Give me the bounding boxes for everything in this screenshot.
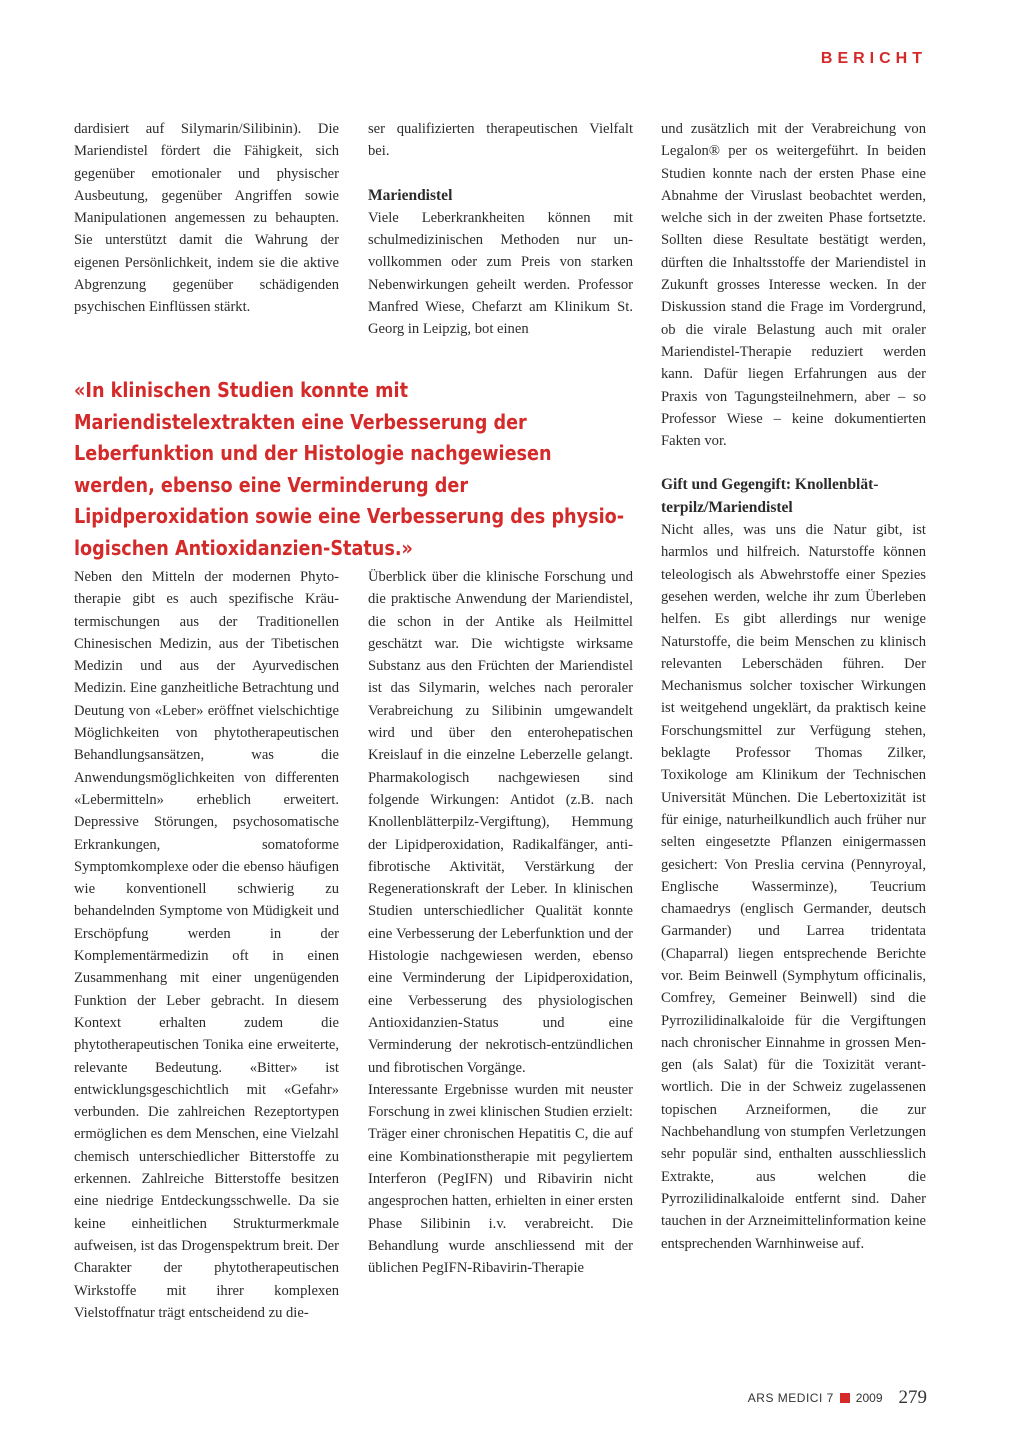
column-3 — [661, 118, 926, 1255]
paragraph: Überblick über die klinische Forschung und die praktische Anwendung der Mariendistel, die schon in der Antike als Heilmittel geschätzt war. Die wichtigste wirksame Substanz aus den Früchten der Mariendistel ist das Silymarin, welches nach peroraler Verabreichung zu Silibinin umgewandelt wird und über den enterohepatischen Kreislauf in die einzelne Leberzelle gelangt. Pharmakologisch nachgewiesen sind folgende Wirkungen: Antidot (z.B. nach Knollenblätterpilz-Vergiftung), Hemmung der Lipidperoxidation, Radikalfänger, antifibrotische Aktivität, Verstärkung der Regenerationskraft der Leber. In klinischen Studien unterschiedlicher Qualität konnte eine Verbesserung der Leberfunktion und der Histologie nachgewiesen werden, ebenso eine Verminderung der Lipidperoxidation, eine Verbesserung des physiologischen Antioxidanzien-Status und eine Verminderung der nekrotisch-entzündlichen und fibrotischen Vorgänge. — [368, 569, 633, 1076]
paragraph: ser qualifizierten therapeutischen Vielfalt bei. — [368, 121, 633, 160]
column-2-bottom — [368, 566, 633, 1280]
section-heading-mariendistel: Mariendistel — [368, 186, 453, 204]
pull-quote: «In klinischen Studien konnte mit Mariendistelextrakten eine Verbesserung der Leberfunktion und der Histologie nachgewiesen werden, ebenso eine Verminderung der Lipidperoxidation sowie eine Verbesserung des physiologischen Antioxidanzien-Status.» — [74, 378, 625, 560]
paragraph: Nicht alles, was uns die Natur gibt, ist harmlos und hilfreich. Naturstoffe können teleologisch als Abwehrstoffe einer Spezies gesehen werden, welche ihr zum Überleben helfen. Es gibt allerdings nur wenige Naturstoffe, die beim Menschen zu klinisch relevanten Leberschäden führen. Der Mechanismus solcher toxischer Wirkungen ist weitgehend ungeklärt, da praktisch keine Forschungsmittel zur Verfügung stehen, beklagte Professor Thomas Zilker, Toxikologe am Klinikum der Technischen Universität München. Die Lebertoxizität ist für einige, naturheilkundlich auch früher nur selten eingesetzte Pflanzen einigermassen gesichert: Von Preslia cervina (Pennyroyal, Englische Wasserminze), Teucrium chamaedrys (englisch Germander, deutsch Garmander) und Larrea tridentata (Chaparral) liegen entsprechende Berichte vor. Beim Beinwell (Symphytum officinalis, Comfrey, Gemeiner Beinwell) sind die Pyrrozilidinalkaloide für die Vergiftungen nach chronischer Einnahme in grossen Mengen (als Salat) für die Toxizität verantwortlich. Die in der Schweiz zugelassenen topischen Arzneiformen, die zur Nachbehandlung von stumpfen Verletzungen sehr populär sind, enthalten ausschliesslich Extrakte, aus welchen die Pyrrozilidinalkaloide entfernt sind. Daher tauchen in der Arzneimittelinformation keine entsprechenden Warnhinweise auf. — [661, 522, 926, 1252]
section-label: BERICHT — [820, 50, 927, 67]
paragraph: und zusätzlich mit der Verabreichung von Legalon® per os weitergeführt. In beiden Studien konnte nach der ersten Phase eine Abnahme der Viruslast beobachtet werden, welche sich in der zweiten Phase fortsetzte. Sollten diese Resultate bestätigt werden, dürften die Inhaltsstoffe der Mariendistel in Zukunft grosses Interesse wecken. In der Diskussion stand die Frage im Vordergrund, ob die virale Belastung auch mit oraler Mariendistel-Therapie reduziert werden kann. Dafür liegen Erfahrungen aus der Praxis von Tagungsteilnehmern, aber – so Professor Wiese – keine dokumentierten Fakten vor. — [661, 121, 926, 450]
paragraph: Viele Leberkrankheiten können mit schulmedizinischen Methoden nur unvollkommen oder zum Preis von starken Nebenwirkungen geheilt werden. Professor Manfred Wiese, Chefarzt am Klinikum St. Georg in Leipzig, bot einen — [368, 209, 633, 338]
section-heading-gift: Gift und Gegengift: Knollenblätterpilz/Mariendistel — [661, 476, 879, 516]
paragraph: Neben den Mitteln der modernen Phytotherapie gibt es auch spezifische Kräutermischungen aus der Traditionellen Chinesischen Medizin, aus der Tibetischen Medizin und aus der Ayurvedischen Medizin. Eine ganzheitliche Betrachtung und Deutung von «Leber» eröffnet vielschichtige Möglichkeiten von phytotherapeutischen Behandlungsansätzen, was die Anwendungsmöglichkeiten von differenten «Lebermitteln» erheblich erweitert. Depressive Störungen, psychosomatische Erkrankungen, somatoforme Symptomkomplexe oder die ebenso häufigen wie konventionell schwierig zu behandelnden Symptome von Müdigkeit und Erschöpfung werden in der Komplementärmedizin oft in einen Zusammenhang mit einer ungenügenden Funktion der Leber gebracht. In diesem Kontext erhalten zudem die phytotherapeutischen Tonika eine erweiterte, relevante Bedeutung. «Bitter» ist entwicklungsgeschichtlich mit «Gefahr» verbunden. Die zahlreichen Rezeptortypen ermöglichen es dem Menschen, eine Vielzahl chemisch unterschiedlicher Bitterstoffe zu erkennen. Zahlreiche Bitterstoffe besitzen eine niedrige Entdeckungsschwelle. Da sie keine einheitlichen Strukturmerkmale aufweisen, ist das Drogenspektrum breit. Der Charakter der phytotherapeutischen Wirkstoffe mit ihrer komplexen Vielstoffnatur trägt entscheidend zu die- — [74, 569, 339, 1321]
paragraph: Interessante Ergebnisse wurden mit neuster Forschung in zwei klinischen Studien erzielt: Träger einer chronischen Hepatitis C, die auf eine Kombinationstherapie mit pegyliertem Interferon (PegIFN) und Ribavirin nicht angesprochen hatten, erhielten in einer ersten Phase Silibinin i.v. verabreicht. Die Behandlung wurde anschliessend mit der üblichen PegIFN-Ribavirin-Therapie — [368, 1081, 633, 1277]
issue-year: 2009 — [855, 1391, 883, 1405]
column-1-bottom — [74, 566, 339, 1324]
red-square-icon — [840, 1393, 850, 1403]
page-footer — [748, 1387, 927, 1409]
paragraph: dardisiert auf Silymarin/Silibinin). Die Mariendistel fördert die Fähigkeit, sich gegenüber emotionaler und physischer Ausbeutung, gegenüber Angriffen sowie Manipulationen angemessen zu behaupten. Sie unterstützt damit die Wahrung der eigenen Persönlichkeit, indem sie die aktive Abgrenzung gegenüber schädigenden psychischen Einflüssen stärkt. — [74, 121, 339, 316]
page-number: 279 — [898, 1387, 927, 1408]
column-1-top — [74, 118, 339, 319]
column-2-top — [368, 118, 633, 341]
journal-name: ARS MEDICI 7 — [747, 1391, 834, 1405]
